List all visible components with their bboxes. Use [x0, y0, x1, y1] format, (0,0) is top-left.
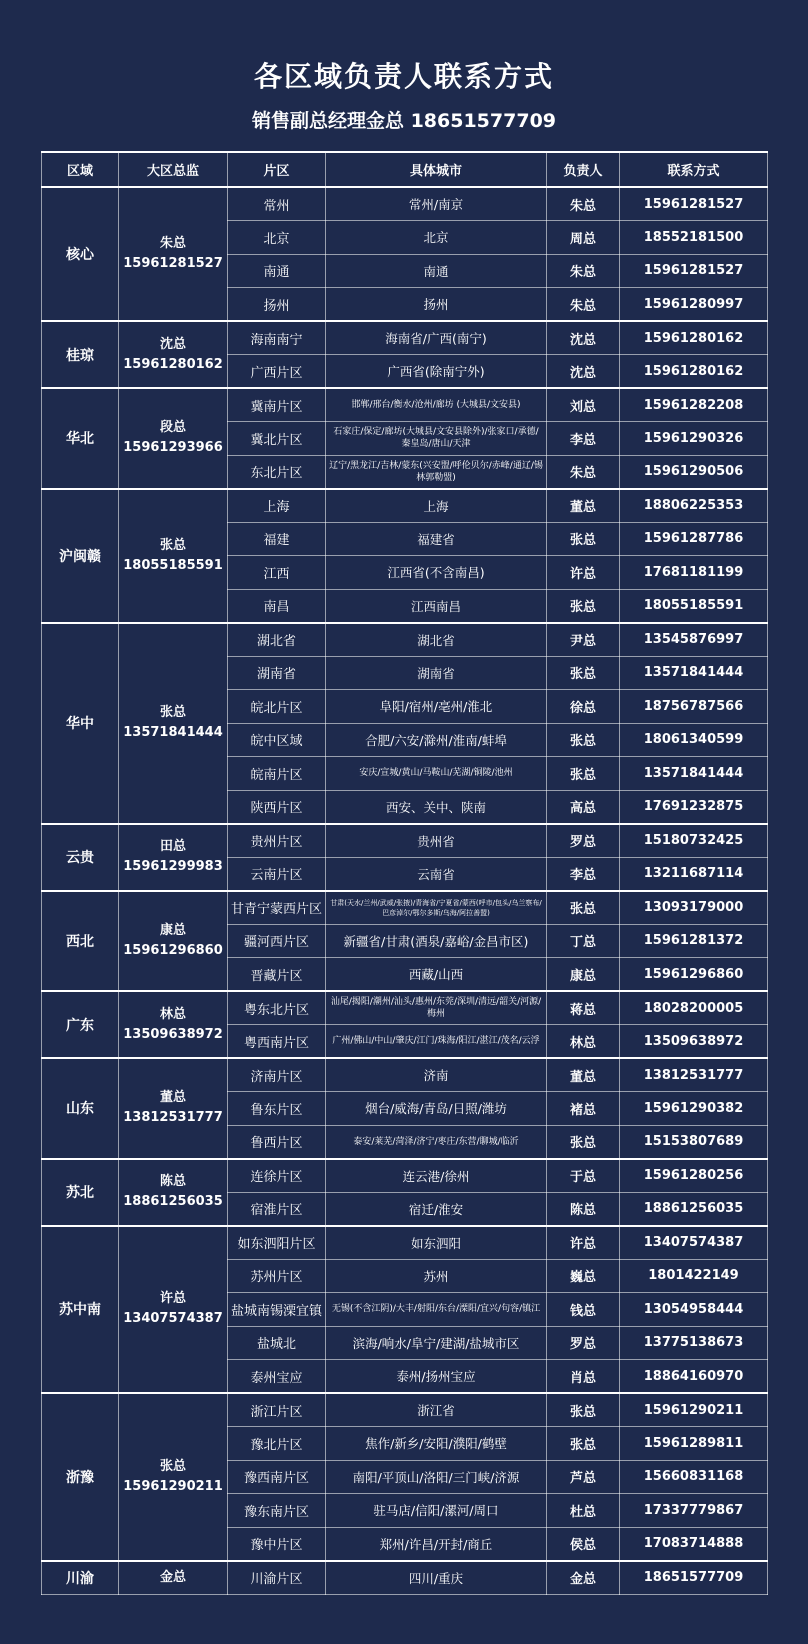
- district-cell: 冀北片区: [228, 422, 326, 456]
- phone-cell: 15660831168: [620, 1460, 768, 1494]
- head-cell: 周总: [547, 221, 620, 255]
- district-cell: 疆河西片区: [228, 924, 326, 958]
- region-cell: 苏中南: [42, 1226, 119, 1394]
- phone-cell: 13571841444: [620, 757, 768, 791]
- director-name: 张总: [159, 705, 186, 720]
- district-cell: 泰州宝应: [228, 1360, 326, 1394]
- district-cell: 广西片区: [228, 355, 326, 389]
- phone-cell: 17681181199: [620, 556, 768, 590]
- header-region: 区域: [42, 152, 119, 187]
- table-row: [42, 1561, 768, 1595]
- head-cell: 尹总: [547, 623, 620, 657]
- city-cell: 烟台/威海/青岛/日照/潍坊: [326, 1092, 547, 1126]
- director-cell: [119, 1226, 228, 1394]
- head-cell: 朱总: [547, 254, 620, 288]
- district-cell: 如东泗阳片区: [228, 1226, 326, 1260]
- district-cell: 济南片区: [228, 1058, 326, 1092]
- director-phone: 13812531777: [123, 1110, 223, 1126]
- district-cell: 常州: [228, 187, 326, 221]
- phone-cell: 13211687114: [620, 857, 768, 891]
- director-name: 康总: [159, 922, 186, 938]
- city-cell: 四川/重庆: [326, 1561, 547, 1595]
- head-cell: 罗总: [547, 824, 620, 858]
- district-cell: 陕西片区: [228, 790, 326, 824]
- director-name: 许总: [159, 1291, 186, 1307]
- phone-cell: 15961290506: [620, 455, 768, 489]
- phone-cell: 15153807689: [620, 1125, 768, 1159]
- table-body: [42, 187, 768, 1594]
- district-cell: 鲁西片区: [228, 1125, 326, 1159]
- head-cell: 李总: [547, 857, 620, 891]
- phone-cell: 15961280162: [620, 355, 768, 389]
- district-cell: 豫中片区: [228, 1527, 326, 1561]
- head-cell: 巍总: [547, 1259, 620, 1293]
- head-cell: 沈总: [547, 321, 620, 355]
- phone-cell: 18055185591: [620, 589, 768, 623]
- city-cell: 西安、关中、陕南: [326, 790, 547, 824]
- head-cell: 许总: [547, 1226, 620, 1260]
- city-cell: 上海: [326, 489, 547, 523]
- phone-cell: 18756787566: [620, 690, 768, 724]
- director-name: 沈总: [159, 336, 186, 352]
- district-cell: 连徐片区: [228, 1159, 326, 1193]
- director-phone: 15961293966: [123, 440, 223, 456]
- district-cell: 福建: [228, 522, 326, 556]
- phone-cell: 15961280997: [620, 288, 768, 322]
- phone-cell: 13054958444: [620, 1293, 768, 1327]
- director-cell: [119, 489, 228, 623]
- head-cell: 张总: [547, 522, 620, 556]
- district-cell: 冀南片区: [228, 388, 326, 422]
- director-name: 金总: [159, 1569, 186, 1585]
- director-cell: [119, 824, 228, 891]
- city-cell: 新疆省/甘肃(酒泉/嘉峪/金昌市区): [326, 924, 547, 958]
- city-cell: 广西省(除南宁外): [326, 355, 547, 389]
- head-cell: 金总: [547, 1561, 620, 1595]
- director-phone: 13571841444: [123, 725, 223, 740]
- head-cell: 侯总: [547, 1527, 620, 1561]
- table-row: [42, 991, 768, 1025]
- director-cell: [119, 187, 228, 321]
- phone-cell: 15961281527: [620, 187, 768, 221]
- header-head: 负责人: [547, 152, 620, 187]
- city-cell: 常州/南京: [326, 187, 547, 221]
- director-phone: 15961290211: [123, 1478, 223, 1494]
- head-cell: 高总: [547, 790, 620, 824]
- city-cell: 石家庄/保定/廊坊(大城县/文安县除外)/张家口/承德/秦皇岛/唐山/天津: [326, 422, 547, 456]
- district-cell: 扬州: [228, 288, 326, 322]
- city-cell: 如东泗阳: [326, 1226, 547, 1260]
- city-cell: 贵州省: [326, 824, 547, 858]
- director-cell: [119, 1058, 228, 1159]
- city-cell: 南阳/平顶山/洛阳/三门峡/济源: [326, 1460, 547, 1494]
- district-cell: 皖北片区: [228, 690, 326, 724]
- head-cell: 许总: [547, 556, 620, 590]
- district-cell: 鲁东片区: [228, 1092, 326, 1126]
- director-name: 陈总: [159, 1174, 186, 1189]
- district-cell: 皖南片区: [228, 757, 326, 791]
- director-phone: 15961281527: [123, 256, 223, 271]
- phone-cell: 13545876997: [620, 623, 768, 657]
- director-phone: 18055185591: [123, 557, 223, 573]
- district-cell: 上海: [228, 489, 326, 523]
- director-phone: 18861256035: [123, 1194, 223, 1209]
- region-cell: 苏北: [42, 1159, 119, 1226]
- director-cell: [119, 991, 228, 1058]
- director-name: 田总: [159, 839, 186, 854]
- city-cell: 西藏/山西: [326, 958, 547, 992]
- city-cell: 济南: [326, 1058, 547, 1092]
- head-cell: 肖总: [547, 1360, 620, 1394]
- district-cell: 南昌: [228, 589, 326, 623]
- director-name: 张总: [159, 537, 186, 553]
- head-cell: 杜总: [547, 1494, 620, 1528]
- district-cell: 粤西南片区: [228, 1025, 326, 1059]
- city-cell: 汕尾/揭阳/潮州/汕头/惠州/东莞/深圳/清远/韶关/河源/梅州: [326, 991, 547, 1025]
- district-cell: 盐城北: [228, 1326, 326, 1360]
- region-cell: 浙豫: [42, 1393, 119, 1561]
- city-cell: 福建省: [326, 522, 547, 556]
- district-cell: 云南片区: [228, 857, 326, 891]
- table-header-row: [42, 152, 768, 187]
- head-cell: 董总: [547, 1058, 620, 1092]
- head-cell: 钱总: [547, 1293, 620, 1327]
- header-director: 大区总监: [119, 152, 228, 187]
- city-cell: 驻马店/信阳/漯河/周口: [326, 1494, 547, 1528]
- city-cell: 甘肃(天水/兰州/武威/张掖)/青海省/宁夏省/蒙西(呼市/包头/乌兰察布/巴彦淖尔/鄂尔多斯/乌海/阿拉善盟): [326, 891, 547, 925]
- director-cell: [119, 1561, 228, 1595]
- district-cell: 川渝片区: [228, 1561, 326, 1595]
- city-cell: 苏州: [326, 1259, 547, 1293]
- table-row: [42, 891, 768, 925]
- district-cell: 北京: [228, 221, 326, 255]
- district-cell: 粤东北片区: [228, 991, 326, 1025]
- head-cell: 朱总: [547, 288, 620, 322]
- phone-cell: 15961290382: [620, 1092, 768, 1126]
- director-name: 段总: [159, 420, 186, 436]
- city-cell: 焦作/新乡/安阳/濮阳/鹤壁: [326, 1427, 547, 1461]
- region-cell: 云贵: [42, 824, 119, 891]
- head-cell: 朱总: [547, 455, 620, 489]
- district-cell: 盐城南锡溧宜镇: [228, 1293, 326, 1327]
- director-cell: [119, 388, 228, 489]
- phone-cell: 15961280256: [620, 1159, 768, 1193]
- table-row: [42, 388, 768, 422]
- city-cell: 广州/佛山/中山/肇庆/江门/珠海/阳江/湛江/茂名/云浮: [326, 1025, 547, 1059]
- district-cell: 豫东南片区: [228, 1494, 326, 1528]
- table-row: [42, 623, 768, 657]
- phone-cell: 15961282208: [620, 388, 768, 422]
- director-cell: [119, 623, 228, 824]
- region-cell: 山东: [42, 1058, 119, 1159]
- phone-cell: 18651577709: [620, 1561, 768, 1595]
- city-cell: 南通: [326, 254, 547, 288]
- header-district: 片区: [228, 152, 326, 187]
- district-cell: 海南南宁: [228, 321, 326, 355]
- table-row: [42, 187, 768, 221]
- city-cell: 宿迁/淮安: [326, 1192, 547, 1226]
- district-cell: 浙江片区: [228, 1393, 326, 1427]
- district-cell: 江西: [228, 556, 326, 590]
- head-cell: 芦总: [547, 1460, 620, 1494]
- phone-cell: 13509638972: [620, 1025, 768, 1059]
- region-cell: 沪闽赣: [42, 489, 119, 623]
- city-cell: 泰州/扬州宝应: [326, 1360, 547, 1394]
- city-cell: 合肥/六安/滁州/淮南/蚌埠: [326, 723, 547, 757]
- head-cell: 董总: [547, 489, 620, 523]
- phone-cell: 13407574387: [620, 1226, 768, 1260]
- phone-cell: 18028200005: [620, 991, 768, 1025]
- region-cell: 核心: [42, 187, 119, 321]
- phone-cell: 15961287786: [620, 522, 768, 556]
- director-name: 朱总: [159, 236, 186, 251]
- table-row: [42, 1393, 768, 1427]
- phone-cell: 17691232875: [620, 790, 768, 824]
- phone-cell: 15180732425: [620, 824, 768, 858]
- city-cell: 辽宁/黑龙江/吉林/蒙东(兴安盟/呼伦贝尔/赤峰/通辽/锡林郭勒盟): [326, 455, 547, 489]
- region-cell: 西北: [42, 891, 119, 992]
- district-cell: 甘青宁蒙西片区: [228, 891, 326, 925]
- head-cell: 于总: [547, 1159, 620, 1193]
- city-cell: 湖北省: [326, 623, 547, 657]
- phone-cell: 15961290211: [620, 1393, 768, 1427]
- district-cell: 湖南省: [228, 656, 326, 690]
- phone-cell: 18061340599: [620, 723, 768, 757]
- contacts-table: [41, 151, 768, 1595]
- phone-cell: 13093179000: [620, 891, 768, 925]
- director-name: 董总: [159, 1090, 186, 1106]
- phone-cell: 15961296860: [620, 958, 768, 992]
- phone-cell: 13571841444: [620, 656, 768, 690]
- head-cell: 沈总: [547, 355, 620, 389]
- city-cell: 湖南省: [326, 656, 547, 690]
- city-cell: 北京: [326, 221, 547, 255]
- district-cell: 南通: [228, 254, 326, 288]
- table-row: [42, 321, 768, 355]
- director-cell: [119, 891, 228, 992]
- district-cell: 晋藏片区: [228, 958, 326, 992]
- head-cell: 朱总: [547, 187, 620, 221]
- district-cell: 苏州片区: [228, 1259, 326, 1293]
- phone-cell: 18552181500: [620, 221, 768, 255]
- director-phone: 15961299983: [123, 859, 223, 874]
- phone-cell: 15961289811: [620, 1427, 768, 1461]
- phone-cell: 15961280162: [620, 321, 768, 355]
- head-cell: 张总: [547, 589, 620, 623]
- director-name: 张总: [159, 1458, 186, 1474]
- director-phone: 15961296860: [123, 942, 223, 958]
- head-cell: 张总: [547, 1427, 620, 1461]
- table-row: [42, 1226, 768, 1260]
- region-cell: 广东: [42, 991, 119, 1058]
- page-subtitle: 销售副总经理金总 18651577709: [251, 110, 557, 132]
- city-cell: 安庆/宣城/黄山/马鞍山/芜湖/铜陵/池州: [326, 757, 547, 791]
- phone-cell: 18861256035: [620, 1192, 768, 1226]
- district-cell: 湖北省: [228, 623, 326, 657]
- head-cell: 罗总: [547, 1326, 620, 1360]
- district-cell: 豫北片区: [228, 1427, 326, 1461]
- head-cell: 康总: [547, 958, 620, 992]
- district-cell: 东北片区: [228, 455, 326, 489]
- head-cell: 张总: [547, 1125, 620, 1159]
- director-cell: [119, 321, 228, 388]
- table-row: [42, 824, 768, 858]
- head-cell: 张总: [547, 723, 620, 757]
- district-cell: 宿淮片区: [228, 1192, 326, 1226]
- phone-cell: 15961281372: [620, 924, 768, 958]
- region-cell: 华北: [42, 388, 119, 489]
- head-cell: 陈总: [547, 1192, 620, 1226]
- city-cell: 郑州/许昌/开封/商丘: [326, 1527, 547, 1561]
- city-cell: 江西南昌: [326, 589, 547, 623]
- header-phone: 联系方式: [620, 152, 768, 187]
- head-cell: 张总: [547, 757, 620, 791]
- head-cell: 李总: [547, 422, 620, 456]
- city-cell: 泰安/莱芜/菏泽/济宁/枣庄/东营/聊城/临沂: [326, 1125, 547, 1159]
- director-phone: 13509638972: [123, 1026, 223, 1042]
- head-cell: 褚总: [547, 1092, 620, 1126]
- head-cell: 蒋总: [547, 991, 620, 1025]
- phone-cell: 17083714888: [620, 1527, 768, 1561]
- head-cell: 林总: [547, 1025, 620, 1059]
- page-title: 各区域负责人联系方式: [253, 60, 554, 93]
- director-phone: 13407574387: [123, 1311, 223, 1327]
- director-name: 林总: [159, 1006, 186, 1022]
- district-cell: 豫西南片区: [228, 1460, 326, 1494]
- region-cell: 华中: [42, 623, 119, 824]
- phone-cell: 18806225353: [620, 489, 768, 523]
- table-row: [42, 1058, 768, 1092]
- city-cell: 扬州: [326, 288, 547, 322]
- head-cell: 张总: [547, 891, 620, 925]
- region-cell: 川渝: [42, 1561, 119, 1595]
- head-cell: 徐总: [547, 690, 620, 724]
- phone-cell: 13812531777: [620, 1058, 768, 1092]
- table-row: [42, 1159, 768, 1193]
- head-cell: 丁总: [547, 924, 620, 958]
- director-cell: [119, 1159, 228, 1226]
- phone-cell: 17337779867: [620, 1494, 768, 1528]
- director-phone: 15961280162: [123, 356, 223, 372]
- head-cell: 张总: [547, 656, 620, 690]
- head-cell: 张总: [547, 1393, 620, 1427]
- city-cell: 邯郸/邢台/衡水/沧州/廊坊 (大城县/文安县): [326, 388, 547, 422]
- header-city: 具体城市: [326, 152, 547, 187]
- city-cell: 浙江省: [326, 1393, 547, 1427]
- phone-cell: 15961290326: [620, 422, 768, 456]
- city-cell: 滨海/响水/阜宁/建湖/盐城市区: [326, 1326, 547, 1360]
- region-cell: 桂琼: [42, 321, 119, 388]
- phone-cell: 15961281527: [620, 254, 768, 288]
- director-cell: [119, 1393, 228, 1561]
- head-cell: 刘总: [547, 388, 620, 422]
- city-cell: 江西省(不含南昌): [326, 556, 547, 590]
- district-cell: 皖中区域: [228, 723, 326, 757]
- city-cell: 连云港/徐州: [326, 1159, 547, 1193]
- city-cell: 阜阳/宿州/亳州/淮北: [326, 690, 547, 724]
- city-cell: 海南省/广西(南宁): [326, 321, 547, 355]
- city-cell: 无锡(不含江阴)/大丰/射阳/东台/溧阳/宜兴/句容/镇江: [326, 1293, 547, 1327]
- city-cell: 云南省: [326, 857, 547, 891]
- phone-cell: 18864160970: [620, 1360, 768, 1394]
- district-cell: 贵州片区: [228, 824, 326, 858]
- table-row: [42, 489, 768, 523]
- phone-cell: 1801422149: [620, 1259, 768, 1293]
- phone-cell: 13775138673: [620, 1326, 768, 1360]
